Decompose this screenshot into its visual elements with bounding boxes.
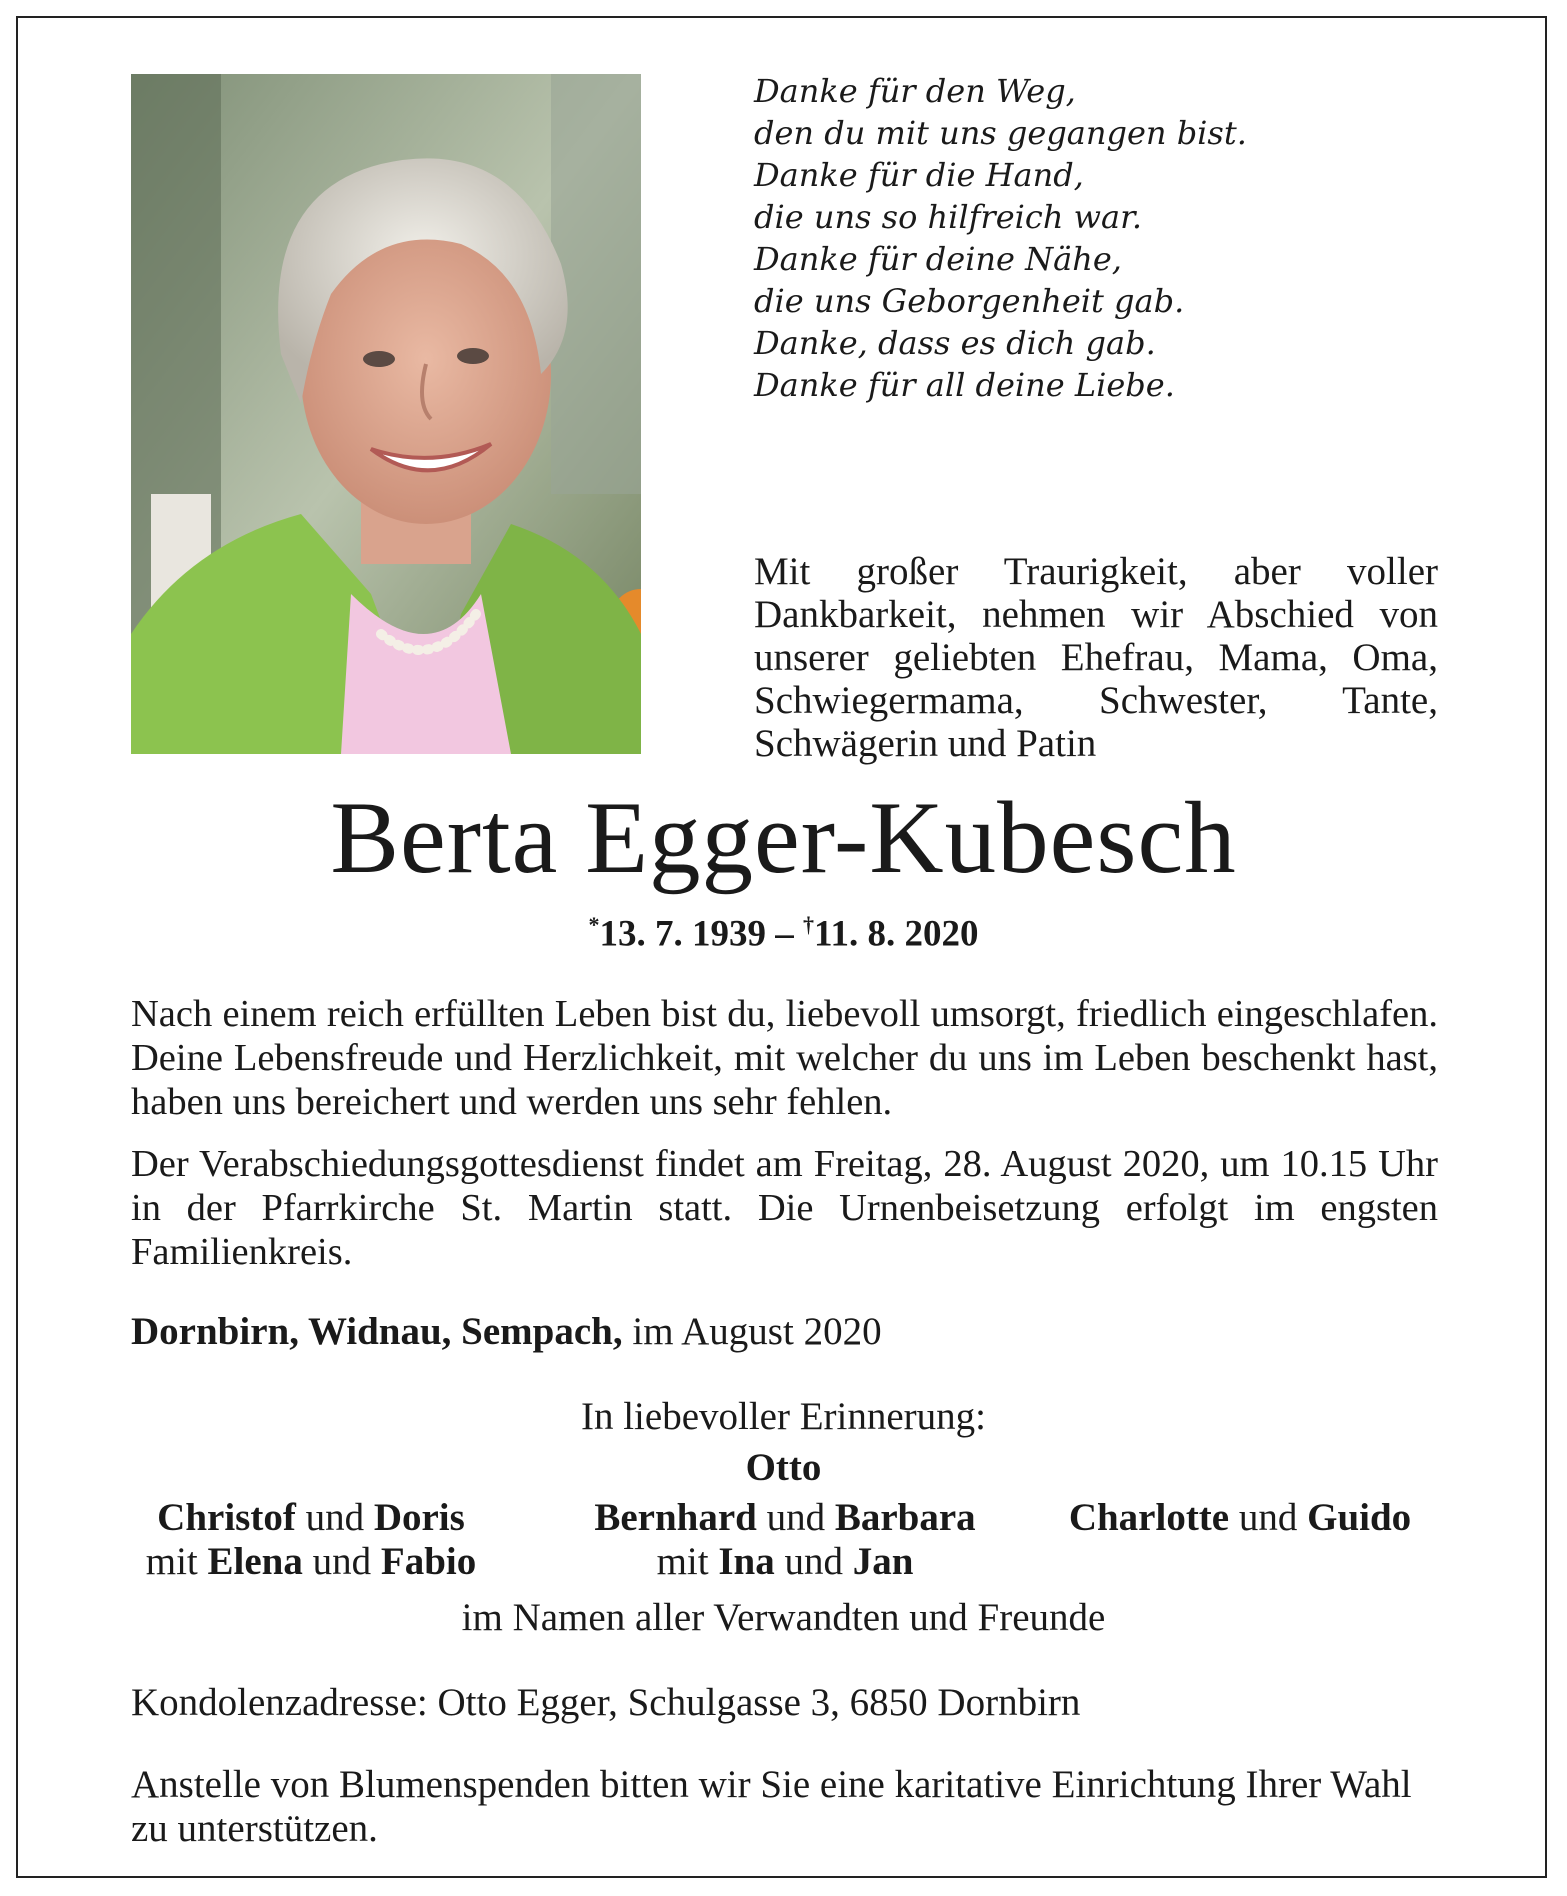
husband-name: Otto — [745, 1446, 822, 1489]
preposition: mit — [656, 1540, 719, 1583]
portrait-illustration — [131, 74, 641, 754]
family-member: Christof — [157, 1496, 296, 1539]
family-member: Fabio — [380, 1540, 477, 1583]
service-paragraph: Der Verabschiedungsgottesdienst findet am Freitag, 28. August 2020, um 10.15 Uhr in der Pfarrkirche St. Martin statt. Die Urnenbeisetzung erfolgt im engsten Familienkreis. — [131, 1143, 1438, 1273]
conjunction: und — [295, 1496, 374, 1539]
conjunction: und — [302, 1540, 381, 1583]
family-member: Barbara — [834, 1496, 976, 1539]
month-year: im August 2020 — [622, 1310, 882, 1353]
poem-line: Danke für deine Nähe, — [754, 240, 1122, 278]
preposition: mit — [145, 1540, 208, 1583]
family-children — [540, 1540, 1030, 1584]
family-member: Bernhard — [594, 1496, 757, 1539]
date-separator: – — [766, 913, 804, 955]
condolence-address: Kondolenzadresse: Otto Egger, Schulgasse 3, 6850 Dornbirn — [131, 1681, 1081, 1724]
poem-line: Danke für die Hand, — [754, 156, 1084, 194]
family-parents — [1040, 1496, 1440, 1540]
poem-line: Danke, dass es dich gab. — [754, 324, 1156, 362]
family-children — [111, 1540, 511, 1584]
farewell-intro: Mit großer Traurigkeit, aber voller Dankbarkeit, nehmen wir Abschied von unserer geliebten Ehefrau, Mama, Oma, Schwiegermama, Schwester, Tante, Schwägerin und Patin — [754, 550, 1438, 765]
family-group — [111, 1496, 511, 1584]
conjunction: und — [1229, 1496, 1308, 1539]
portrait-photo — [131, 74, 641, 754]
family-member: Ina — [718, 1540, 775, 1583]
conjunction: und — [774, 1540, 853, 1583]
place-and-date — [131, 1309, 882, 1354]
poem-line: Danke für all deine Liebe. — [754, 366, 1175, 404]
poem-line: die uns Geborgenheit gab. — [754, 282, 1185, 320]
family-member: Charlotte — [1068, 1496, 1230, 1539]
life-dates — [0, 912, 1567, 955]
family-member: Jan — [852, 1540, 914, 1583]
place-names: Dornbirn, Widnau, Sempach, — [131, 1310, 623, 1353]
relatives-line: im Namen aller Verwandten und Freunde — [461, 1596, 1106, 1639]
tribute-paragraph: Nach einem reich erfüllten Leben bist du, liebevoll umsorgt, friedlich eingeschlafen. Deine Lebensfreude und Herzlichkeit, mit welcher du uns im Leben beschenkt hast, haben uns bereichert und werden uns sehr fehlen. — [131, 993, 1438, 1123]
family-group — [540, 1496, 1030, 1584]
family-parents — [540, 1496, 1030, 1540]
family-group — [1040, 1496, 1440, 1540]
family-parents — [111, 1496, 511, 1540]
family-member: Doris — [373, 1496, 465, 1539]
poem-line: die uns so hilfreich war. — [754, 198, 1143, 236]
family-member: Guido — [1307, 1496, 1412, 1539]
death-symbol: † — [803, 912, 815, 937]
conjunction: und — [756, 1496, 835, 1539]
poem-line: den du mit uns gegangen bist. — [754, 114, 1247, 152]
donation-note: Anstelle von Blumenspenden bitten wir Sie eine karitative Einrichtung Ihrer Wahl zu unterstützen. — [131, 1763, 1412, 1850]
family-member: Elena — [207, 1540, 303, 1583]
memorial-poem — [754, 70, 1474, 406]
birth-date: 13. 7. 1939 — [599, 913, 767, 955]
birth-symbol: * — [588, 912, 600, 937]
deceased-name: Berta Egger-Kubesch — [330, 781, 1237, 895]
death-date: 11. 8. 2020 — [814, 913, 979, 955]
remembrance-heading: In liebevoller Erinnerung: — [580, 1395, 987, 1438]
poem-line: Danke für den Weg, — [754, 72, 1076, 110]
